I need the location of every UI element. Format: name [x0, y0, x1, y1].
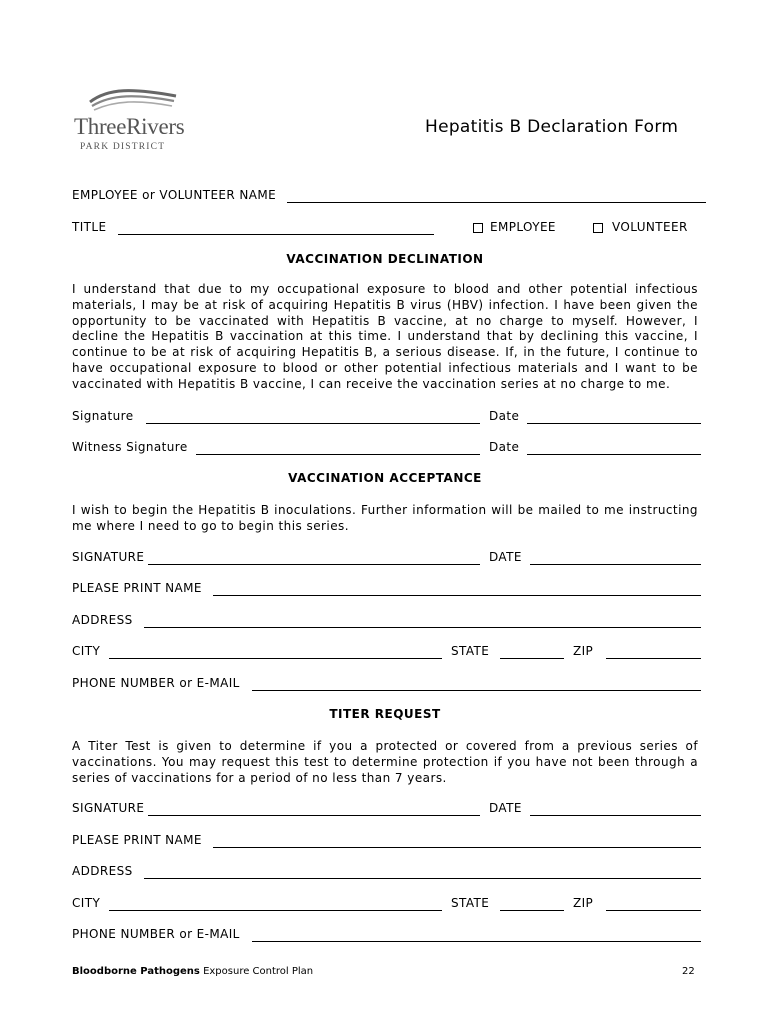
- acceptance-state-label: STATE: [451, 644, 490, 658]
- logo-name: ThreeRivers: [74, 114, 185, 139]
- titer-city-label: CITY: [72, 896, 101, 910]
- footer: [72, 966, 313, 977]
- acceptance-address-field[interactable]: [144, 627, 701, 628]
- titer-phone-label: PHONE NUMBER or E-MAIL: [72, 927, 240, 941]
- acceptance-print-name-label: PLEASE PRINT NAME: [72, 581, 202, 595]
- page-number: 22: [682, 966, 695, 977]
- acceptance-zip-field[interactable]: [606, 658, 701, 659]
- witness-field[interactable]: [196, 454, 480, 455]
- footer-bold: Bloodborne Pathogens: [72, 966, 200, 977]
- acceptance-phone-row: [72, 676, 702, 692]
- acceptance-address-row: [72, 613, 702, 629]
- witness-label: Witness Signature: [72, 440, 188, 454]
- signature-field[interactable]: [146, 423, 480, 424]
- acceptance-signature-row: [72, 550, 702, 566]
- logo-subtitle: PARK DISTRICT: [80, 142, 166, 152]
- titer-date-field[interactable]: [530, 815, 701, 816]
- signature-label: Signature: [72, 409, 134, 423]
- acceptance-zip-label: ZIP: [573, 644, 594, 658]
- acceptance-signature-field[interactable]: [148, 564, 480, 565]
- titer-address-row: [72, 864, 702, 880]
- acceptance-date-field[interactable]: [530, 564, 701, 565]
- titer-state-label: STATE: [451, 896, 490, 910]
- titer-date-label: DATE: [489, 801, 522, 815]
- form-title: Hepatitis B Declaration Form: [425, 117, 679, 137]
- titer-address-field[interactable]: [144, 878, 701, 879]
- title-field[interactable]: [118, 234, 434, 235]
- volunteer-label: VOLUNTEER: [612, 220, 688, 234]
- volunteer-checkbox[interactable]: [593, 223, 603, 233]
- acceptance-signature-label: SIGNATURE: [72, 550, 145, 564]
- titer-phone-field[interactable]: [252, 941, 701, 942]
- employee-checkbox[interactable]: [473, 223, 483, 233]
- acceptance-phone-field[interactable]: [252, 690, 701, 691]
- name-field[interactable]: [287, 202, 706, 203]
- acceptance-print-name-field[interactable]: [213, 595, 701, 596]
- title-label: TITLE: [72, 220, 107, 234]
- acceptance-date-label: DATE: [489, 550, 522, 564]
- titer-text: A Titer Test is given to determine if you a protected or covered from a previous series of vaccinations. You may request this test to determine protection if you have not been through a series of vaccinations for a period of no less than 7 years.: [72, 739, 698, 785]
- witness-date-field[interactable]: [527, 454, 701, 455]
- titer-print-name-row: [72, 833, 702, 849]
- declination-heading: VACCINATION DECLINATION: [286, 252, 484, 266]
- titer-zip-label: ZIP: [573, 896, 594, 910]
- titer-signature-row: [72, 801, 702, 817]
- name-row: [72, 188, 706, 204]
- titer-print-name-label: PLEASE PRINT NAME: [72, 833, 202, 847]
- acceptance-phone-label: PHONE NUMBER or E-MAIL: [72, 676, 240, 690]
- title-row: [72, 220, 706, 236]
- acceptance-print-name-row: [72, 581, 702, 597]
- acceptance-address-label: ADDRESS: [72, 613, 133, 627]
- footer-rest: Exposure Control Plan: [199, 966, 314, 977]
- acceptance-city-label: CITY: [72, 644, 101, 658]
- titer-signature-label: SIGNATURE: [72, 801, 145, 815]
- date-field[interactable]: [527, 423, 701, 424]
- witness-row: [72, 440, 702, 456]
- logo: [72, 86, 212, 162]
- acceptance-city-field[interactable]: [109, 658, 442, 659]
- titer-phone-row: [72, 927, 702, 943]
- titer-zip-field[interactable]: [606, 910, 701, 911]
- acceptance-heading: VACCINATION ACCEPTANCE: [288, 471, 482, 485]
- titer-heading: TITER REQUEST: [329, 707, 441, 721]
- titer-print-name-field[interactable]: [213, 847, 701, 848]
- titer-state-field[interactable]: [500, 910, 564, 911]
- titer-address-label: ADDRESS: [72, 864, 133, 878]
- date-label: Date: [489, 409, 520, 423]
- acceptance-text: I wish to begin the Hepatitis B inoculations. Further information will be mailed to me instructing me where I need to go to begin this series.: [72, 503, 698, 533]
- declination-text: I understand that due to my occupational exposure to blood and other potential infectious materials, I may be at risk of acquiring Hepatitis B virus (HBV) infection. I have been given the opportunity to be vaccinated with Hepatitis B vaccine, at no charge to myself. However, I decline the Hepatitis B vaccination at this time. I understand that by declining this vaccine, I continue to be at risk of acquiring Hepatitis B, a serious disease. If, in the future, I continue to have occupational exposure to blood or other potential infectious materials and I want to be vaccinated with Hepatitis B vaccine, I can receive the vaccination series at no charge to me.: [72, 282, 698, 391]
- river-waves-icon: [88, 86, 178, 116]
- titer-signature-field[interactable]: [148, 815, 480, 816]
- acceptance-city-row: [72, 644, 702, 660]
- titer-city-row: [72, 896, 702, 912]
- acceptance-state-field[interactable]: [500, 658, 564, 659]
- signature-row: [72, 409, 702, 425]
- witness-date-label: Date: [489, 440, 520, 454]
- titer-city-field[interactable]: [109, 910, 442, 911]
- employee-label: EMPLOYEE: [490, 220, 556, 234]
- name-label: EMPLOYEE or VOLUNTEER NAME: [72, 188, 277, 202]
